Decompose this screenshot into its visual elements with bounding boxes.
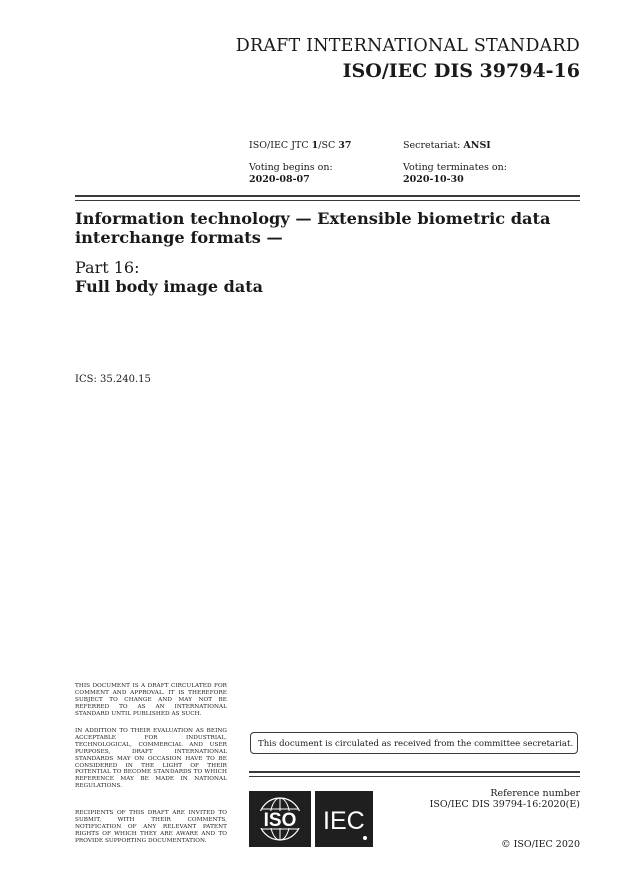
reference-number: ISO/IEC DIS 39794-16:2020(E)	[429, 799, 580, 810]
reference-label: Reference number	[490, 788, 580, 799]
footer-rule-thin	[249, 776, 580, 777]
part-title: Full body image data	[75, 277, 263, 296]
secretariat-label: Secretariat:	[403, 140, 464, 151]
voting-terminates-date: 2020-10-30	[403, 174, 464, 185]
document-title: Information technology — Extensible biometric data interchange formats —	[75, 209, 551, 247]
committee-sc: 37	[338, 140, 352, 151]
voting-begins-date: 2020-08-07	[249, 174, 310, 185]
doc-number-heading: ISO/IEC DIS 39794-16	[342, 60, 580, 82]
header-rule-thin	[75, 200, 580, 201]
committee-reference	[249, 140, 352, 152]
committee-jtc: 1	[311, 140, 319, 151]
committee-prefix: ISO/IEC JTC	[249, 140, 312, 151]
header-rule-thick	[75, 195, 580, 197]
iso-logo-text: ISO	[263, 810, 297, 831]
iec-logo	[315, 791, 373, 847]
voting-begins	[249, 162, 333, 186]
iso-globe-icon	[249, 791, 311, 847]
iec-logo-text: IEC	[323, 807, 365, 835]
disclaimer-paragraph-2: IN ADDITION TO THEIR EVALUATION AS BEING ACCEPTABLE FOR INDUSTRIAL, TECHNOLOGICAL, COMMERCIAL AND USER PURPOSES, DRAFT INTERNATIONAL STANDARDS MAY ON OCCASION HAVE TO BE CONSIDERED IN THE LIGHT OF THEIR POTENTIAL TO BECOME STANDARDS TO WHICH REFERENCE MAY BE MADE IN NATIONAL REGULATIONS.	[75, 728, 227, 790]
ics-code: ICS: 35.240.15	[75, 374, 151, 385]
committee-sep: /SC	[318, 140, 339, 151]
iec-mark-icon	[315, 791, 373, 847]
secretariat	[403, 140, 491, 152]
circulation-notice: This document is circulated as received from the committee secretariat.	[250, 732, 578, 754]
doc-type-heading: DRAFT INTERNATIONAL STANDARD	[235, 36, 580, 56]
disclaimer-paragraph-1: THIS DOCUMENT IS A DRAFT CIRCULATED FOR COMMENT AND APPROVAL. IT IS THEREFORE SUBJECT TO CHANGE AND MAY NOT BE REFERRED TO AS AN INTERNATIONAL STANDARD UNTIL PUBLISHED AS SUCH.	[75, 683, 227, 717]
part-label: Part 16:	[75, 258, 140, 277]
copyright-notice: © ISO/IEC 2020	[501, 839, 580, 850]
disclaimer-paragraph-3: RECIPIENTS OF THIS DRAFT ARE INVITED TO SUBMIT, WITH THEIR COMMENTS, NOTIFICATION OF ANY RELEVANT PATENT RIGHTS OF WHICH THEY ARE AWARE AND TO PROVIDE SUPPORTING DOCUMENTATION.	[75, 810, 227, 844]
footer-rule-thick	[249, 771, 580, 773]
voting-terminates	[403, 162, 507, 186]
iso-logo	[249, 791, 311, 847]
voting-terminates-label: Voting terminates on:	[403, 162, 507, 173]
secretariat-value: ANSI	[463, 140, 491, 151]
voting-begins-label: Voting begins on:	[249, 162, 333, 173]
